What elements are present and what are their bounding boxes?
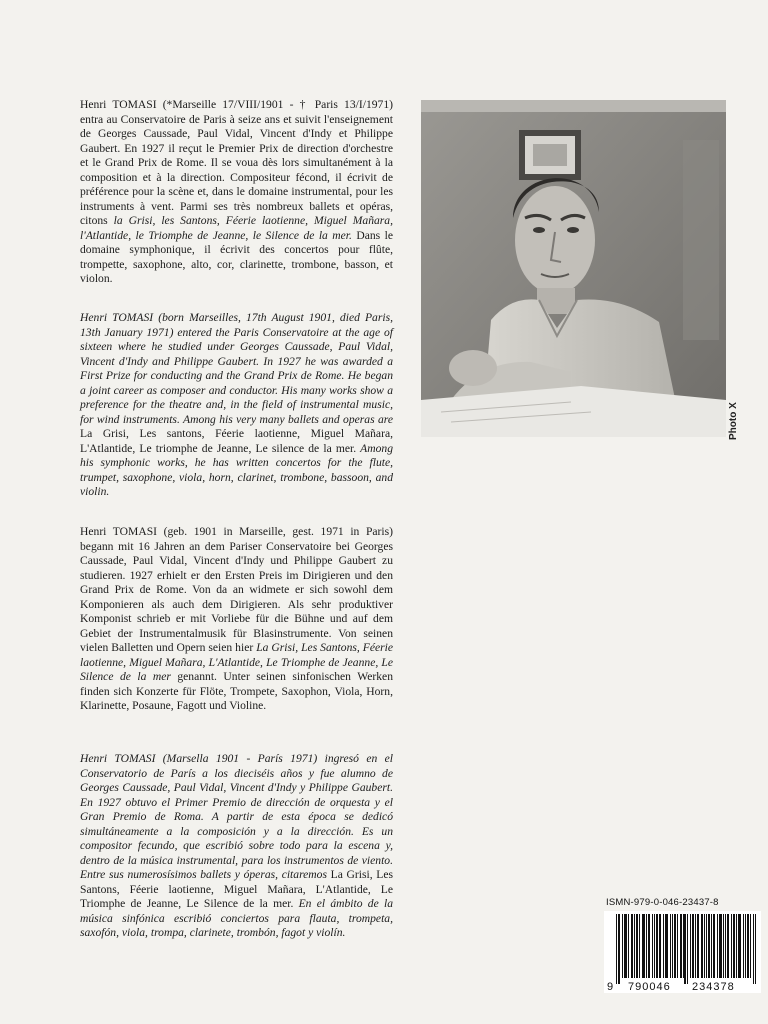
barcode-bar — [734, 914, 735, 978]
barcode-bar — [639, 914, 640, 978]
barcode-bar — [618, 914, 619, 984]
barcode-bar — [723, 914, 724, 978]
barcode-bar — [637, 914, 638, 978]
barcode-bar — [624, 914, 625, 978]
barcode-bar — [659, 914, 660, 978]
barcode-bar — [625, 914, 626, 978]
barcode-bar — [657, 914, 658, 978]
barcode — [604, 911, 761, 993]
barcode-bar — [632, 914, 633, 978]
bio-fr-segment-1: Henri TOMASI (*Marseille 17/VIII/1901 - † Paris 13/I/1971) entra au Conservatoire de Paris à seize ans et suivit l'enseignement de Georges Caussade, Paul Vidal, Vincent d'Indy et Philippe Gaubert. En 1927 il reçut le Premier Prix de direction d'orchestre et le Grand Prix de Rome. Il se voua dès lors simultanément à la composition et à la direction. Compositeur fécond, il écrivit de préférence pour la scène et, dans le domaine instrumental, pour les instruments à vent. Parmi ses très nombreux ballets et opéras, citons — [80, 98, 393, 227]
barcode-bar — [693, 914, 694, 978]
biography-spanish — [80, 752, 393, 941]
barcode-bar — [733, 914, 734, 978]
barcode-bar — [634, 914, 635, 978]
composer-portrait-photo — [421, 100, 726, 437]
photo-credit: Photo X — [728, 402, 739, 440]
barcode-bar — [701, 914, 702, 978]
barcode-bar — [646, 914, 647, 978]
barcode-bar — [704, 914, 705, 978]
barcode-bar — [709, 914, 710, 978]
barcode-bar — [616, 914, 617, 984]
barcode-bar — [731, 914, 732, 978]
barcode-bar — [652, 914, 653, 978]
barcode-bar — [713, 914, 714, 978]
barcode-bar — [721, 914, 722, 978]
barcode-bar — [674, 914, 675, 978]
barcode-bar — [660, 914, 661, 978]
barcode-bar — [677, 914, 678, 978]
barcode-bar — [631, 914, 632, 978]
barcode-bar — [739, 914, 740, 978]
barcode-bar — [725, 914, 726, 978]
barcode-bar — [672, 914, 673, 978]
barcode-bar — [753, 914, 754, 984]
barcode-bar — [743, 914, 744, 978]
barcode-bar — [708, 914, 709, 978]
barcode-bar — [750, 914, 751, 978]
biography-french — [80, 98, 393, 287]
barcode-bar — [719, 914, 720, 978]
barcode-bar — [622, 914, 623, 978]
barcode-bar — [642, 914, 643, 978]
barcode-bar — [714, 914, 715, 978]
barcode-bar — [740, 914, 741, 978]
barcode-bar — [667, 914, 668, 978]
barcode-bar — [626, 914, 627, 978]
barcode-bar — [684, 914, 685, 984]
barcode-bar — [685, 914, 686, 984]
barcode-bar — [628, 914, 629, 978]
barcode-digits-right: 234378 — [692, 981, 735, 993]
bio-fr-works-list: la Grisi, les Santons, Féerie laotienne, Miguel Mañara, l'Atlantide, le Triomphe de Jeanne, le Silence de la mer. — [80, 214, 393, 242]
barcode-bar — [619, 914, 620, 984]
bio-es-works-list: La Grisi, Les Santons, Féerie laotienne, Miguel Mañara, L'Atlantide, Le Triomphe de Jeanne, Le Silence de la mer. — [80, 868, 393, 910]
bio-de-works-list: La Grisi, Les Santons, Féerie laotienne, Miguel Mañara, L'Atlantide, Le Triomphe de Jeanne, Le Silence de la mer — [80, 641, 393, 683]
barcode-digit-left: 9 — [607, 981, 614, 993]
portrait-illustration — [421, 100, 726, 437]
bio-en-segment-1: Henri TOMASI (born Marseilles, 17th August 1901, died Paris, 13th January 1971) entered the Paris Conservatoire at the age of sixteen where he studied under Georges Caussade, Paul Vidal, Vincent d'Indy and Philippe Gaubert. In 1927 he was awarded a First Prize for conducting and the Grand Prix de Rome. He began a joint career as composer and conductor. His many works show a preference for the theatre and, in the field of instrumental music, for wind instruments. Among his very many ballets and operas are — [80, 311, 393, 426]
bio-de-segment-3: genannt. Unter seinen sinfonischen Werken finden sich Konzerte für Flöte, Trompete, Saxophon, Viola, Horn, Klarinette, Posaune, Fagott und Violine. — [80, 670, 393, 712]
barcode-bar — [687, 914, 688, 984]
barcode-bar — [683, 914, 684, 978]
hand-shape — [449, 350, 497, 386]
barcode-bar — [648, 914, 649, 978]
barcode-bar — [690, 914, 691, 978]
barcode-bar — [665, 914, 666, 978]
barcode-bar — [727, 914, 728, 978]
barcode-bar — [748, 914, 749, 978]
ismn-label: ISMN-979-0-046-23437-8 — [606, 897, 719, 908]
barcode-bar — [720, 914, 721, 978]
barcode-bar — [697, 914, 698, 978]
barcode-bars — [616, 914, 756, 984]
barcode-bar — [755, 914, 756, 984]
barcode-bar — [675, 914, 676, 978]
barcode-bar — [636, 914, 637, 978]
barcode-graphic — [604, 911, 761, 993]
barcode-bar — [745, 914, 746, 978]
barcode-bar — [644, 914, 645, 978]
biography-english — [80, 311, 393, 500]
bio-fr-segment-3: Dans le domaine symphonique, il écrivit des concertos pour flûte, trompette, saxophone, alto, cor, clarinette, trombone, basson, et violon. — [80, 228, 393, 285]
barcode-bar — [717, 914, 718, 978]
barcode-bar — [711, 914, 712, 978]
barcode-bar — [681, 914, 682, 978]
barcode-bar — [702, 914, 703, 978]
barcode-bar — [663, 914, 664, 978]
barcode-bar — [736, 914, 737, 978]
barcode-bar — [670, 914, 671, 978]
bio-de-segment-1: Henri TOMASI (geb. 1901 in Marseille, gest. 1971 in Paris) begann mit 16 Jahren an dem Pariser Conservatoire bei Georges Caussade, Paul Vidal, Vincent d'Indy und Philippe Gaubert zu studieren. 1927 erhielt er den Ersten Preis im Dirigieren und den Grand Prix de Rome. Von da an widmete er sich sowohl dem Komponieren als auch dem Dirigieren. Als sehr produktiver Komponist schrieb er mit Vorliebe für die Bühne und auf dem Gebiet der Instrumentalmusik für Blasinstrumente. Von seinen vielen Balletten und Opern seien hier — [80, 525, 393, 654]
barcode-bar — [747, 914, 748, 978]
barcode-bar — [692, 914, 693, 978]
barcode-bar — [643, 914, 644, 978]
barcode-bar — [695, 914, 696, 978]
barcode-bar — [728, 914, 729, 978]
photo-top-shelf — [421, 100, 726, 112]
barcode-bar — [706, 914, 707, 978]
barcode-bar — [698, 914, 699, 978]
barcode-digits-middle: 790046 — [628, 981, 671, 993]
barcode-bar — [666, 914, 667, 978]
barcode-bar — [654, 914, 655, 978]
barcode-bar — [649, 914, 650, 978]
barcode-bar — [680, 914, 681, 978]
barcode-bar — [738, 914, 739, 978]
bio-es-segment-1: Henri TOMASI (Marsella 1901 - París 1971) ingresó en el Conservatorio de París a los dieciséis años y fue alumno de Georges Caussade, Paul Vidal, Vincent d'Indy y Philippe Gaubert. En 1927 obtuvo el Primer Premio de dirección de orquesta y el Gran Premio de Roma. A partir de esta época se dedicó simultáneamente a la composición y a la dirección. Es un compositor fecundo, que escribió sobre todo para la escena y, dentro de la música instrumental, para los instrumentos de viento. Entre sus numerosísimos ballets y óperas, citaremos — [80, 752, 393, 881]
barcode-bar — [656, 914, 657, 978]
bio-es-segment-3: En el ámbito de la música sinfónica escribió conciertos para flauta, trompeta, saxofón, viola, trompa, clarinete, trombón, fagot y violín. — [80, 897, 393, 939]
bio-en-works-list: La Grisi, Les santons, Féerie laotienne, Miguel Mañara, L'Atlantide, Le triomphe de Jeanne, Le silence de la mer. — [80, 427, 393, 455]
bio-en-segment-3: Among his symphonic works, he has written concertos for the flute, trumpet, saxophone, viola, horn, clarinet, trombone, bassoon, and violin. — [80, 441, 393, 498]
biography-german — [80, 525, 393, 714]
